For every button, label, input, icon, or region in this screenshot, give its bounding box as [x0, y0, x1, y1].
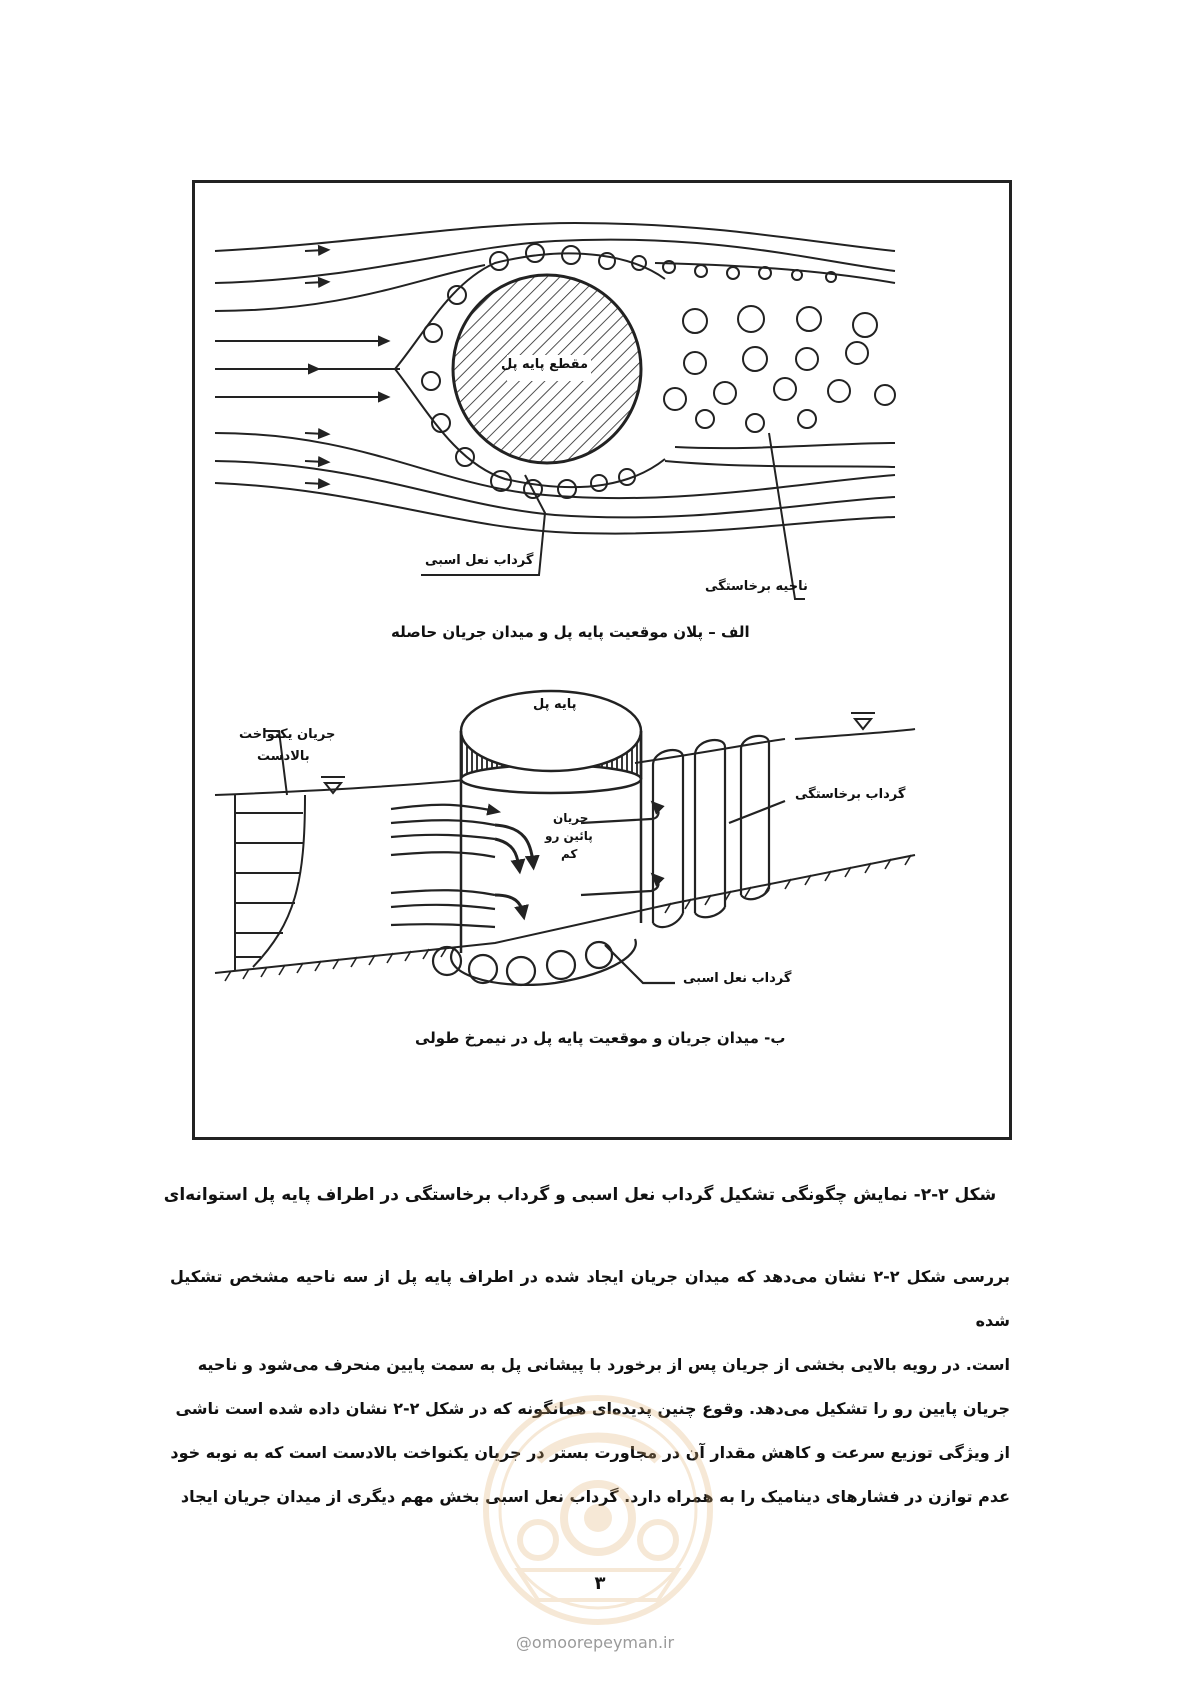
body-line: جریان پایین رو را تشکیل می‌دهد. وقوع چنین پدیده‌ای همانگونه که در شکل ۲-۲ نشان داده شده است ناشی: [175, 1399, 1010, 1418]
profile-river-bed: [215, 855, 915, 973]
body-line: عدم توازن در فشارهای دینامیک را به همراه دارد. گرداب نعل اسبی بخش مهم دیگری از میدان جریان ایجاد: [180, 1487, 1010, 1506]
profile-downstream-arrows: [581, 805, 658, 895]
profile-wake-vortex-tubes: [653, 736, 785, 927]
downflow-label-line2: پائین رو: [545, 829, 593, 843]
site-watermark: [470, 1633, 720, 1652]
downflow-label-line1: جریان: [553, 811, 589, 825]
plan-leader-lines: [421, 433, 805, 599]
downflow-label-line3: کم: [561, 847, 578, 861]
profile-subcaption: ب- میدان جریان و موقعیت پایه پل در نیمرخ طولی: [415, 1029, 786, 1047]
body-line: از ویژگی توزیع سرعت و کاهش مقدار آن در مجاورت بستر در جریان یکنواخت بالادست است که به نوبه خود: [170, 1443, 1010, 1462]
body-line: است. در رویه بالایی بخشی از جریان پس از برخورد با پیشانی پل به سمت پایین منحرف می‌شود و ناحیه: [197, 1355, 1010, 1374]
profile-horseshoe-vortex-label: گرداب نعل اسبی: [683, 971, 792, 986]
site-text: omoorepeyman.ir: [531, 1633, 675, 1652]
plan-wake-vortices: [664, 306, 895, 432]
figure-frame: [192, 180, 1012, 1140]
page-number: ۳: [594, 1573, 606, 1594]
plan-subcaption: الف – پلان موقعیت پایه پل و میدان جریان حاصله: [391, 623, 750, 641]
profile-bed-hatching: [225, 855, 911, 981]
figure-caption: شکل ۲-۲- نمایش چگونگی تشکیل گرداب نعل اسبی و گرداب برخاستگی در اطراف پایه پل استوانه‌ای: [163, 1185, 997, 1205]
uniform-flow-label-line1: جریان یکنواخت: [239, 727, 336, 742]
profile-velocity-distribution: [235, 731, 305, 971]
pier-label: پایه پل: [533, 697, 577, 712]
wake-vortex-label: گرداب برخاستگی: [795, 787, 906, 802]
at-icon: @: [515, 1633, 532, 1652]
plan-horseshoe-vortex-label: گرداب نعل اسبی: [425, 553, 534, 568]
figure-drawing: [195, 183, 1015, 1143]
pier-section-label: مقطع پایه پل: [501, 357, 589, 372]
plan-wake-region-label: ناحیه برخاستگی: [705, 579, 808, 594]
uniform-flow-label-line2: بالادست: [257, 749, 310, 764]
body-line: بررسی شکل ۲-۲ نشان می‌دهد که میدان جریان ایجاد شده در اطراف پایه پل از سه ناحیه مشخص تشکیل شده: [170, 1267, 1010, 1330]
watermark-seal: [478, 1390, 718, 1630]
